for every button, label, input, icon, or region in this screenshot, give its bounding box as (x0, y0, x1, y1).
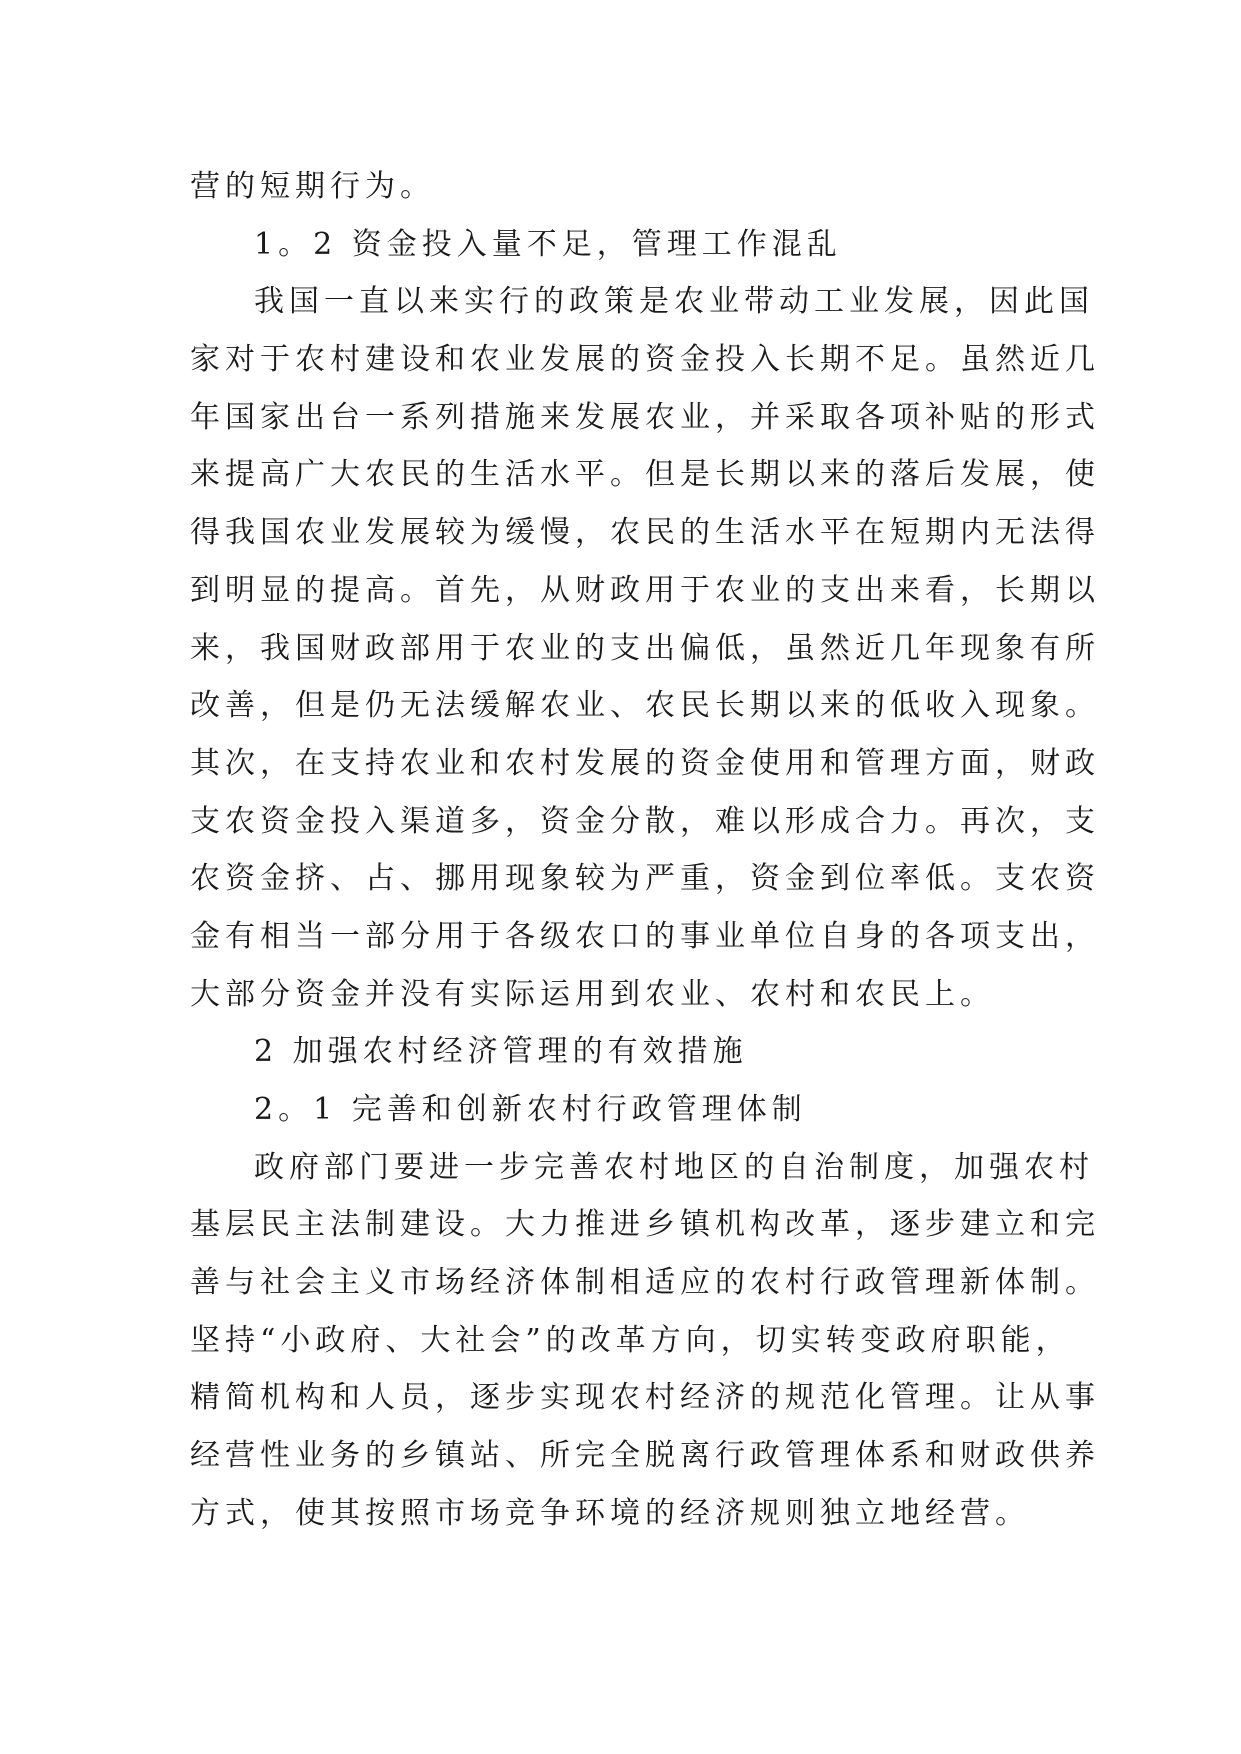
body-text (190, 158, 1100, 1543)
text-line: 到明显的提高。首先，从财政用于农业的支出来看，长期以 (190, 572, 1100, 608)
text-line: 农资金挤、占、挪用现象较为严重，资金到位率低。支农资 (190, 861, 1100, 897)
text-line: 大部分资金并没有实际运用到农业、农村和农民上。 (190, 976, 995, 1012)
text-line: 善与社会主义市场经济体制相适应的农村行政管理新体制。 (190, 1265, 1100, 1301)
text-line: 精简机构和人员，逐步实现农村经济的规范化管理。让从事 (190, 1380, 1100, 1416)
text-line: 改善，但是仍无法缓解农业、农民长期以来的低收入现象。 (190, 688, 1100, 724)
text-line: 来提高广大农民的生活水平。但是长期以来的落后发展，使 (190, 457, 1100, 493)
text-line: 1。2 资金投入量不足，管理工作混乱 (254, 226, 842, 262)
text-line: 金有相当一部分用于各级农口的事业单位自身的各项支出， (190, 918, 1100, 954)
text-line: 政府部门要进一步完善农村地区的自治制度，加强农村 (254, 1149, 1094, 1185)
text-line: 来，我国财政部用于农业的支出偏低，虽然近几年现象有所 (190, 630, 1100, 666)
text-line: 坚持“小政府、大社会”的改革方向，切实转变政府职能， (190, 1322, 1071, 1358)
text-line: 其次，在支持农业和农村发展的资金使用和管理方面，财政 (190, 745, 1100, 781)
text-line: 年国家出台一系列措施来发展农业，并采取各项补贴的形式 (190, 399, 1100, 435)
text-line: 经营性业务的乡镇站、所完全脱离行政管理体系和财政供养 (190, 1438, 1100, 1474)
text-line: 2 加强农村经济管理的有效措施 (254, 1034, 748, 1070)
text-line: 方式，使其按照市场竞争环境的经济规则独立地经营。 (190, 1495, 1030, 1531)
text-line: 支农资金投入渠道多，资金分散，难以形成合力。再次，支 (190, 803, 1100, 839)
text-line: 我国一直以来实行的政策是农业带动工业发展，因此国 (254, 284, 1094, 320)
text-line: 基层民主法制建设。大力推进乡镇机构改革，逐步建立和完 (190, 1207, 1100, 1243)
text-line: 营的短期行为。 (190, 169, 435, 204)
text-line: 家对于农村建设和农业发展的资金投入长期不足。虽然近几 (190, 342, 1100, 378)
text-line: 得我国农业发展较为缓慢，农民的生活水平在短期内无法得 (190, 515, 1100, 551)
text-line: 2。1 完善和创新农村行政管理体制 (254, 1092, 807, 1127)
